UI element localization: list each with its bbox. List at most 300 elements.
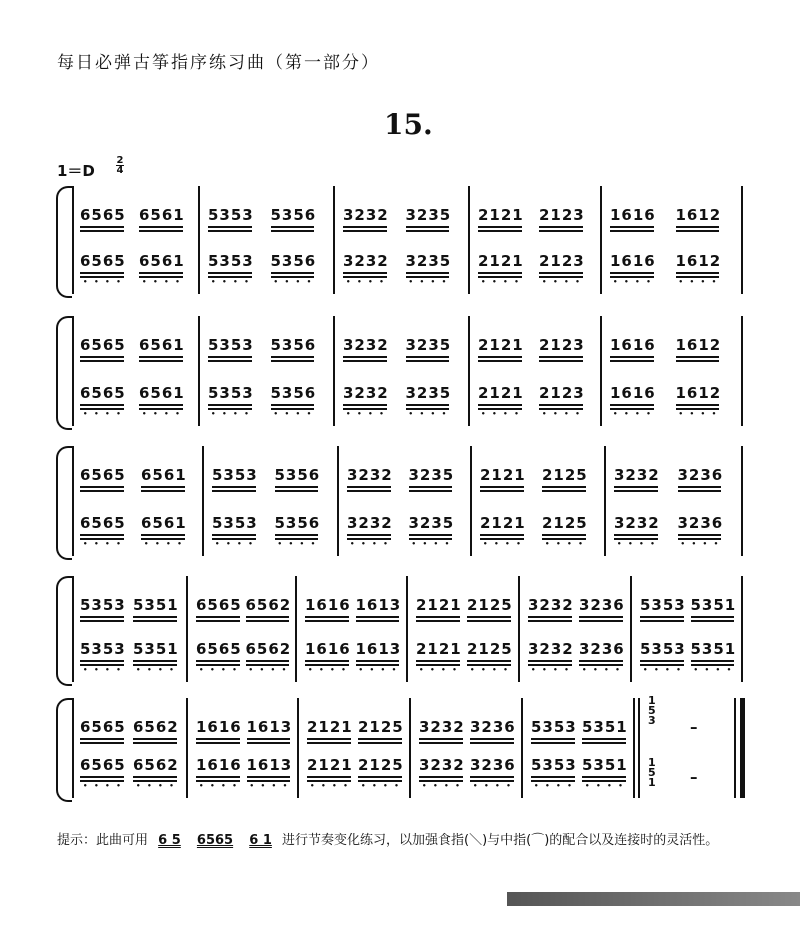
beam-line <box>582 738 626 740</box>
octave-dots: •••• <box>211 278 256 286</box>
beam-line <box>275 486 319 488</box>
barline <box>470 446 472 556</box>
bottom-note-group <box>531 756 579 790</box>
beam-line <box>419 738 463 740</box>
top-note-group <box>80 336 126 354</box>
note-digits: 3232 <box>343 336 389 354</box>
octave-dots: •••• <box>346 410 391 418</box>
top-note-group <box>610 336 656 354</box>
note-digits: 6562 <box>245 596 292 614</box>
top-note-group <box>542 466 588 484</box>
beam-line <box>133 660 177 662</box>
note-digits: 2121 <box>416 640 462 658</box>
top-note-group <box>247 718 293 736</box>
octave-dots: •••• <box>422 782 467 790</box>
note-digits: 2123 <box>539 252 585 270</box>
top-note-group <box>640 596 686 614</box>
note-digits: 3235 <box>408 514 455 532</box>
note-digits: 2121 <box>478 252 524 270</box>
top-note-group <box>582 718 628 736</box>
note-digits: 3232 <box>528 640 574 658</box>
octave-dots: •••• <box>144 540 189 548</box>
beam-line <box>614 490 658 492</box>
note-digits: 2121 <box>478 206 524 224</box>
barline <box>198 316 200 426</box>
octave-dots: •••• <box>310 782 355 790</box>
top-note-group <box>80 466 126 484</box>
beam-line <box>419 776 463 778</box>
top-note-group <box>358 718 404 736</box>
top-note-group <box>347 466 393 484</box>
note-digits: 5356 <box>274 514 321 532</box>
bottom-note-group <box>141 514 189 548</box>
beam-line <box>528 616 572 618</box>
bottom-note-group <box>478 384 526 418</box>
bottom-note-group <box>355 640 403 674</box>
note-digits: 3236 <box>677 514 724 532</box>
top-note-group <box>305 596 351 614</box>
beam-line <box>208 356 252 358</box>
beam-line <box>358 738 402 740</box>
bottom-note-group <box>470 756 518 790</box>
beam-line <box>416 620 460 622</box>
beam-line <box>539 404 583 406</box>
beam-line <box>691 620 735 622</box>
beam-line <box>528 660 572 662</box>
note-digits: 5353 <box>80 640 126 658</box>
note-digits: 3232 <box>343 206 389 224</box>
beam-line <box>542 490 586 492</box>
beam-line <box>305 616 349 618</box>
beam-line <box>141 490 185 492</box>
note-digits: 3232 <box>614 514 660 532</box>
piece-number: 15. <box>384 108 433 141</box>
bottom-note-group <box>675 384 723 418</box>
beam-line <box>139 404 183 406</box>
time-signature-bottom: 4 <box>116 165 124 176</box>
barline <box>600 316 602 426</box>
note-digits: 1616 <box>196 718 242 736</box>
chord-note: 5 <box>648 704 656 717</box>
beam-line <box>247 742 291 744</box>
beam-line <box>347 486 391 488</box>
top-note-group <box>275 466 321 484</box>
beam-line <box>80 272 124 274</box>
note-digits: 3232 <box>528 596 574 614</box>
beam-line <box>80 738 124 740</box>
chord-note: 1 <box>648 756 656 769</box>
note-digits: 3235 <box>405 206 452 224</box>
beam-line <box>539 356 583 358</box>
note-digits: 2121 <box>478 384 524 402</box>
bottom-note-group <box>610 252 658 286</box>
bottom-note-group <box>305 640 353 674</box>
note-digits: 1613 <box>355 596 402 614</box>
note-digits: 1613 <box>355 640 402 658</box>
note-digits: 5353 <box>531 718 577 736</box>
beam-line <box>406 230 450 232</box>
beam-line <box>307 776 351 778</box>
note-digits: 2125 <box>467 640 513 658</box>
note-digits: 5356 <box>270 252 317 270</box>
note-digits: 3236 <box>579 640 625 658</box>
octave-dots: •••• <box>419 666 464 674</box>
beam-line <box>478 404 522 406</box>
dash-bottom: – <box>690 768 698 786</box>
note-digits: 6565 <box>80 756 126 774</box>
bottom-note-group <box>640 640 688 674</box>
note-digits: 3236 <box>579 596 625 614</box>
beam-line <box>196 738 240 740</box>
top-note-group <box>406 336 452 354</box>
bottom-note-group <box>133 640 181 674</box>
bottom-note-group <box>358 756 406 790</box>
beam-line <box>358 742 402 744</box>
note-digits: 1616 <box>196 756 242 774</box>
beam-line <box>470 738 514 740</box>
top-note-group <box>539 336 585 354</box>
octave-dots: •••• <box>211 410 256 418</box>
beam-line <box>139 272 183 274</box>
octave-dots: •••• <box>408 410 453 418</box>
beam-line <box>676 360 720 362</box>
top-note-group <box>246 596 292 614</box>
beam-line <box>247 776 291 778</box>
beam-line <box>610 226 654 228</box>
octave-dots: •••• <box>215 540 260 548</box>
octave-dots: •••• <box>83 410 128 418</box>
barline <box>186 576 188 682</box>
practice-hint <box>57 826 757 856</box>
beam-line <box>676 272 720 274</box>
octave-dots: •••• <box>613 410 658 418</box>
barline <box>741 316 743 426</box>
beam-line <box>356 620 400 622</box>
beam-line <box>542 534 586 536</box>
top-note-group <box>676 206 722 224</box>
beam-line <box>141 534 185 536</box>
note-digits: 3235 <box>405 384 452 402</box>
note-digits: 5353 <box>212 514 258 532</box>
bottom-note-group <box>419 756 467 790</box>
octave-dots: •••• <box>199 666 244 674</box>
barline <box>741 576 743 682</box>
final-barline-thin <box>734 698 736 798</box>
top-note-group <box>139 206 185 224</box>
chord-note: 5 <box>648 766 656 779</box>
top-note-group <box>419 718 465 736</box>
top-note-group <box>478 206 524 224</box>
octave-dots: •••• <box>273 410 318 418</box>
note-digits: 6565 <box>80 466 126 484</box>
note-digits: 3232 <box>343 252 389 270</box>
beam-line <box>676 226 720 228</box>
barline <box>604 446 606 556</box>
note-digits: 3232 <box>419 756 465 774</box>
note-digits: 1612 <box>675 252 722 270</box>
bottom-note-group <box>307 756 355 790</box>
note-digits: 2121 <box>307 756 353 774</box>
bottom-note-group <box>80 640 128 674</box>
beam-line <box>80 226 124 228</box>
barline <box>468 316 470 426</box>
note-digits: 6561 <box>139 336 185 354</box>
final-chord-top <box>648 696 656 726</box>
beam-line <box>80 616 124 618</box>
chord-note: 1 <box>648 694 656 707</box>
beam-line <box>640 660 684 662</box>
top-note-group <box>691 596 737 614</box>
bottom-note-group <box>347 514 395 548</box>
top-note-group <box>307 718 353 736</box>
top-note-group <box>356 596 402 614</box>
system-brace <box>56 186 72 298</box>
beam-line <box>347 534 391 536</box>
top-note-group <box>208 336 254 354</box>
octave-dots: •••• <box>585 782 630 790</box>
bottom-note-group <box>675 252 723 286</box>
bottom-note-group <box>677 514 725 548</box>
note-digits: 5353 <box>212 466 258 484</box>
barline <box>337 446 339 556</box>
dash-top: – <box>690 718 698 736</box>
system-start-line <box>72 316 74 426</box>
top-note-group <box>196 596 242 614</box>
barline <box>741 446 743 556</box>
bottom-note-group <box>80 252 128 286</box>
note-digits: 6565 <box>80 252 126 270</box>
barline <box>295 576 297 682</box>
beam-line <box>610 404 654 406</box>
top-note-group <box>212 466 258 484</box>
note-digits: 2125 <box>358 718 404 736</box>
octave-dots: •••• <box>582 666 627 674</box>
barline <box>518 576 520 682</box>
top-note-group <box>539 206 585 224</box>
top-note-group <box>480 466 526 484</box>
beam-line <box>196 776 240 778</box>
beam-line <box>343 226 387 228</box>
note-digits: 1612 <box>675 384 722 402</box>
beam-line <box>139 226 183 228</box>
beam-line <box>275 490 319 492</box>
beam-line <box>358 776 402 778</box>
note-digits: 3232 <box>419 718 465 736</box>
bottom-note-group <box>80 756 128 790</box>
beam-line <box>640 616 684 618</box>
beam-line <box>307 738 351 740</box>
system-start-line <box>72 186 74 294</box>
final-barline-thick <box>740 698 745 798</box>
note-digits: 3232 <box>343 384 389 402</box>
barline <box>630 576 632 682</box>
note-digits: 5351 <box>690 640 737 658</box>
beam-line <box>614 534 658 536</box>
beam-line <box>247 738 291 740</box>
barline <box>198 186 200 294</box>
beam-line <box>133 776 177 778</box>
note-digits: 2121 <box>416 596 462 614</box>
note-digits: 3232 <box>347 514 393 532</box>
note-digits: 5353 <box>208 384 254 402</box>
note-digits: 3235 <box>405 336 452 354</box>
top-note-group <box>139 336 185 354</box>
system-start-line <box>72 698 74 798</box>
octave-dots: •••• <box>481 278 526 286</box>
octave-dots: •••• <box>534 782 579 790</box>
octave-dots: •••• <box>678 278 723 286</box>
octave-dots: •••• <box>136 666 181 674</box>
bottom-note-group <box>196 756 244 790</box>
beam-line <box>579 616 623 618</box>
note-digits: 6561 <box>139 206 185 224</box>
note-digits: 1616 <box>610 206 656 224</box>
beam-line <box>80 742 124 744</box>
octave-dots: •••• <box>142 278 187 286</box>
beam-line <box>406 272 450 274</box>
bottom-note-group <box>208 252 256 286</box>
beam-line <box>196 660 240 662</box>
octave-dots: •••• <box>83 666 128 674</box>
octave-dots: •••• <box>346 278 391 286</box>
barline <box>297 698 299 798</box>
note-digits: 3236 <box>677 466 724 484</box>
top-note-group <box>208 206 254 224</box>
beam-line <box>678 486 722 488</box>
top-note-group <box>614 466 660 484</box>
beam-line <box>80 360 124 362</box>
beam-line <box>539 272 583 274</box>
time-signature <box>116 156 124 175</box>
note-digits: 1616 <box>305 640 351 658</box>
note-digits: 1616 <box>610 252 656 270</box>
beam-line <box>141 486 185 488</box>
note-digits: 6565 <box>196 596 242 614</box>
barline <box>333 316 335 426</box>
beam-line <box>416 616 460 618</box>
system-start-line <box>72 446 74 556</box>
beam-line <box>470 776 514 778</box>
bottom-note-group <box>614 514 662 548</box>
beam-line <box>246 660 290 662</box>
note-digits: 2125 <box>358 756 404 774</box>
bottom-note-group <box>212 514 260 548</box>
octave-dots: •••• <box>473 782 518 790</box>
note-digits: 2125 <box>467 596 513 614</box>
beam-line <box>212 534 256 536</box>
bottom-note-group <box>80 514 128 548</box>
octave-dots: •••• <box>273 278 318 286</box>
note-digits: 6561 <box>139 252 185 270</box>
beam-line <box>409 490 453 492</box>
top-note-group <box>196 718 242 736</box>
system-start-line <box>72 576 74 682</box>
note-digits: 3232 <box>347 466 393 484</box>
beam-line <box>467 660 511 662</box>
octave-dots: •••• <box>142 410 187 418</box>
beam-line <box>539 360 583 362</box>
note-digits: 5356 <box>270 336 317 354</box>
beam-line <box>343 356 387 358</box>
note-digits: 6562 <box>133 718 179 736</box>
note-digits: 2123 <box>539 336 585 354</box>
note-digits: 3232 <box>614 466 660 484</box>
top-note-group <box>343 206 389 224</box>
top-note-group <box>80 206 126 224</box>
beam-line <box>676 404 720 406</box>
top-note-group <box>80 718 126 736</box>
note-digits: 5351 <box>582 718 628 736</box>
octave-dots: •••• <box>531 666 576 674</box>
barline <box>521 698 523 798</box>
barline <box>406 576 408 682</box>
top-note-group <box>133 596 179 614</box>
hint-suffix: 进行节奏变化练习，以加强食指(＼)与中指(⌒)的配合以及连接时的灵活性。 <box>282 833 719 848</box>
bottom-note-group <box>542 514 590 548</box>
bottom-note-group <box>274 514 322 548</box>
top-note-group <box>271 206 317 224</box>
beam-line <box>246 616 290 618</box>
note-digits: 1613 <box>246 756 293 774</box>
bottom-note-group <box>690 640 738 674</box>
beam-line <box>133 738 177 740</box>
beam-line <box>271 404 315 406</box>
octave-dots: •••• <box>83 540 128 548</box>
octave-dots: •••• <box>693 666 738 674</box>
note-digits: 2121 <box>480 466 526 484</box>
note-digits: 6565 <box>80 718 126 736</box>
bottom-note-group <box>343 252 391 286</box>
note-digits: 6565 <box>80 336 126 354</box>
system-brace <box>56 446 72 560</box>
beam-line <box>480 490 524 492</box>
beam-line <box>579 660 623 662</box>
bottom-note-group <box>467 640 515 674</box>
octave-dots: •••• <box>545 540 590 548</box>
octave-dots: •••• <box>361 782 406 790</box>
beam-line <box>610 356 654 358</box>
top-note-group <box>579 596 625 614</box>
beam-line <box>271 230 315 232</box>
note-digits: 2125 <box>542 466 588 484</box>
top-note-group <box>678 466 724 484</box>
note-digits: 5353 <box>80 596 126 614</box>
beam-line <box>582 742 626 744</box>
beam-line <box>347 490 391 492</box>
top-note-group <box>416 596 462 614</box>
chord-note: 3 <box>648 714 656 727</box>
top-note-group <box>271 336 317 354</box>
octave-dots: •••• <box>249 782 294 790</box>
note-digits: 6565 <box>80 206 126 224</box>
beam-line <box>275 534 319 536</box>
beam-line <box>80 620 124 622</box>
beam-line <box>80 404 124 406</box>
note-digits: 2121 <box>480 514 526 532</box>
beam-line <box>406 356 450 358</box>
note-digits: 5356 <box>274 466 321 484</box>
beam-line <box>80 776 124 778</box>
beam-line <box>212 490 256 492</box>
note-digits: 3235 <box>405 252 452 270</box>
beam-line <box>467 616 511 618</box>
system-brace <box>56 698 72 802</box>
top-note-group <box>80 596 126 614</box>
hint-sample-2: 6565 <box>196 833 234 848</box>
beam-line <box>80 356 124 358</box>
beam-line <box>208 230 252 232</box>
beam-line <box>539 230 583 232</box>
